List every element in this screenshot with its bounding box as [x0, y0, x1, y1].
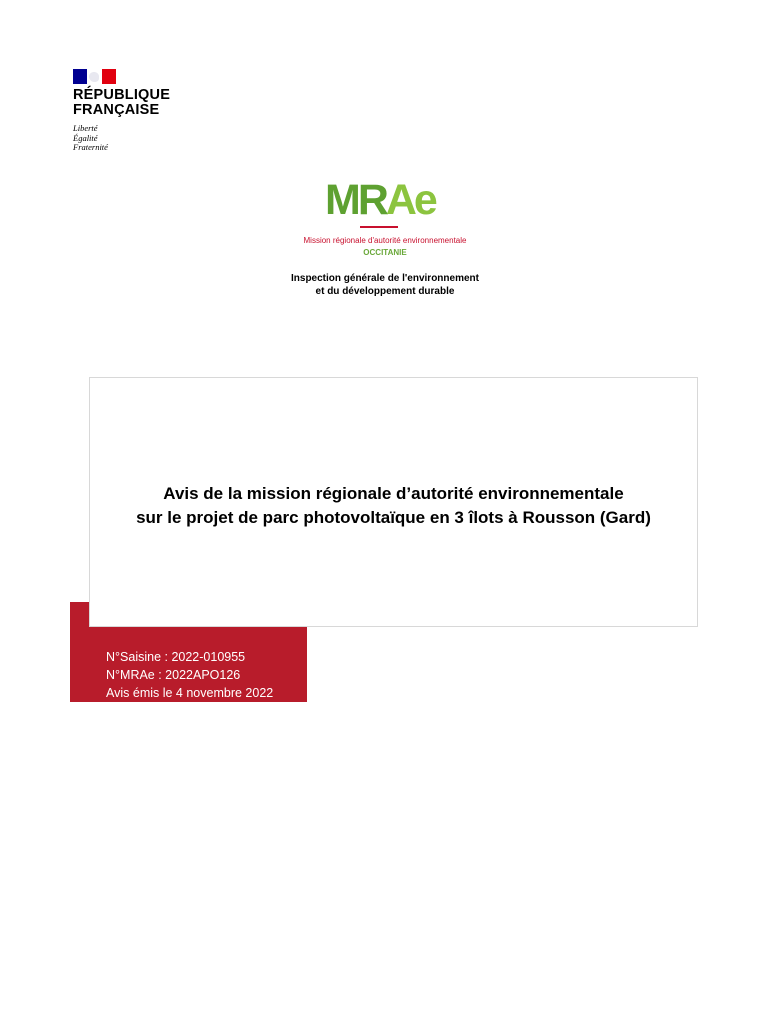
mrae-logo-mr: MR — [325, 176, 386, 224]
motto-egalite: Égalité — [73, 132, 98, 143]
avis-date: Avis émis le 4 novembre 2022 — [106, 686, 274, 700]
motto-liberte: Liberté — [73, 123, 98, 133]
motto-fraternite: Fraternité — [73, 142, 108, 152]
inspection-line-1: Inspection générale de l'environnement — [291, 273, 479, 284]
mrae-subtitle: Mission régionale d'autorité environnementale — [303, 236, 467, 245]
francaise-label: FRANÇAISE — [73, 102, 160, 118]
inspection-line-2: et du développement durable — [315, 286, 455, 297]
mrae-logo-ae: Ae — [385, 176, 435, 224]
republique-label: RÉPUBLIQUE — [73, 87, 171, 103]
mrae-number: N°MRAe : 2022APO126 — [106, 668, 241, 682]
reference-details — [106, 648, 273, 702]
flag-red-band — [102, 69, 116, 84]
title-box — [89, 377, 698, 627]
marianne-flag-logo — [73, 69, 116, 84]
mrae-region: OCCITANIE — [363, 248, 407, 257]
document-title — [90, 482, 697, 530]
flag-white-band-marianne-icon — [87, 69, 101, 84]
document-title-line-2: sur le projet de parc photovoltaïque en 3 îlots à Rousson (Gard) — [136, 508, 651, 527]
mrae-red-rule — [360, 226, 398, 228]
saisine-number: N°Saisine : 2022-010955 — [106, 650, 246, 664]
document-title-line-1: Avis de la mission régionale d’autorité environnementale — [163, 484, 624, 503]
republic-motto — [73, 124, 108, 153]
republique-francaise-wordmark — [73, 88, 170, 118]
mrae-logo — [325, 178, 435, 222]
flag-blue-band — [73, 69, 87, 84]
inspection-heading — [185, 272, 585, 298]
